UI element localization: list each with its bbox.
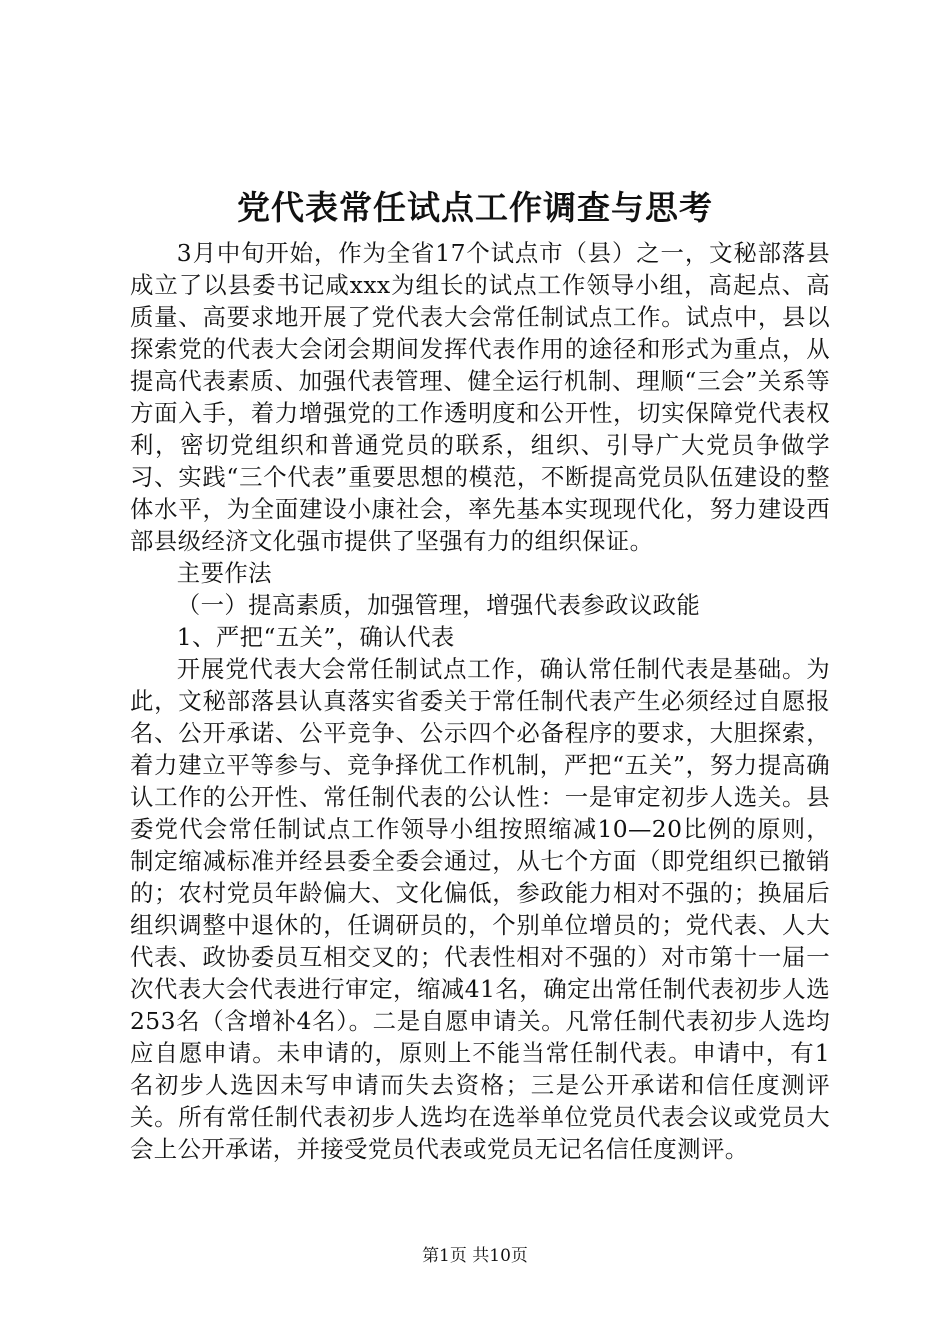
section-heading-main-methods: 主要作法 — [176, 559, 272, 587]
subsection-heading-1: （一）提高素质，加强管理，增强代表参政议政能 — [176, 591, 701, 619]
document-body — [130, 237, 830, 1165]
item-heading-1: 1、严把“五关”，确认代表 — [176, 623, 455, 651]
paragraph-intro: 3月中旬开始，作为全省17个试点市（县）之一，文秘部落县成立了以县委书记咸xxx为组长的试点工作领导小组，高起点、高质量、高要求地开展了党代表大会常任制试点工作。试点中，县以探索党的代表大会闭会期间发挥代表作用的途径和形式为重点，从提高代表素质、加强代表管理、健全运行机制、理顺“三会”关系等方面入手，着力增强党的工作透明度和公开性，切实保障党代表权利，密切党组织和普通党员的联系，组织、引导广大党员争做学习、实践“三个代表”重要思想的模范，不断提高党员队伍建设的整体水平，为全面建设小康社会，率先基本实现现代化，努力建设西部县级经济文化强市提供了坚强有力的组织保证。 — [130, 239, 830, 555]
document-title: 党代表常任试点工作调查与思考 — [237, 188, 713, 227]
page-footer: 第1页 共10页 — [422, 1246, 528, 1266]
paragraph-body: 开展党代表大会常任制试点工作，确认常任制代表是基础。为此，文秘部落县认真落实省委关于常任制代表产生必须经过自愿报名、公开承诺、公平竞争、公示四个必备程序的要求，大胆探索，着力建立平等参与、竞争择优工作机制，严把“五关”，努力提高确认工作的公开性、常任制代表的公认性：一是审定初步人选关。县委党代会常任制试点工作领导小组按照缩减10—20比例的原则，制定缩减标准并经县委全委会通过，从七个方面（即党组织已撤销的；农村党员年龄偏大、文化偏低，参政能力相对不强的；换届后组织调整中退休的，任调研员的，个别单位增员的；党代表、人大代表、政协委员互相交叉的；代表性相对不强的）对市第十一届一次代表大会代表进行审定，缩减41名，确定出常任制代表初步人选253名（含增补4名）。二是自愿申请关。凡常任制代表初步人选均应自愿申请。未申请的，原则上不能当常任制代表。申请中，有1名初步人选因未写申请而失去资格；三是公开承诺和信任度测评关。所有常任制代表初步人选均在选举单位党员代表会议或党员大会上公开承诺，并接受党员代表或党员无记名信任度测评。 — [130, 655, 830, 1163]
